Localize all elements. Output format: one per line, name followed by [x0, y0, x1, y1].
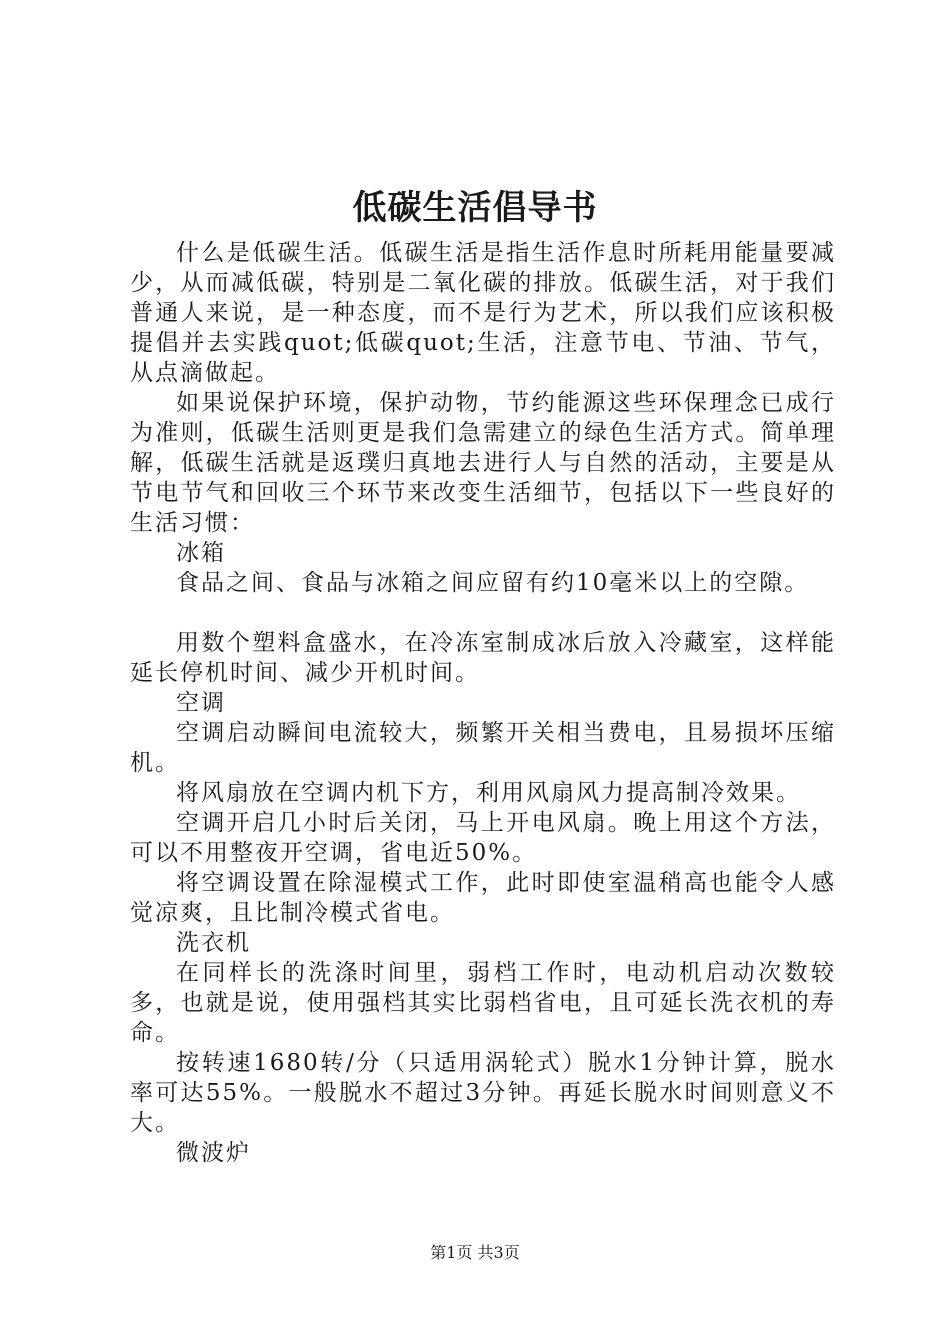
document-title: 低碳生活倡导书 — [352, 188, 598, 228]
paragraph: 按转速1680转/分（只适用涡轮式）脱水1分钟计算，脱水率可达55%。一般脱水不超过3分钟。再延长脱水时间则意义不大。 — [130, 1050, 836, 1136]
paragraph: 用数个塑料盒盛水，在冷冻室制成冰后放入冷藏室，这样能延长停机时间、减少开机时间。 — [130, 630, 836, 686]
page-footer: 第1页 共3页 — [430, 1243, 520, 1262]
paragraph: 空调启动瞬间电流较大，频繁开关相当费电，且易损坏压缩机。 — [130, 720, 836, 776]
paragraph: 什么是低碳生活。低碳生活是指生活作息时所耗用能量要减少，从而减低碳，特别是二氧化碳的排放。低碳生活，对于我们普通人来说，是一种态度，而不是行为艺术，所以我们应该积极提倡并去实践quot;低碳quot;生活，注意节电、节油、节气，从点滴做起。 — [130, 240, 836, 386]
paragraph: 在同样长的洗涤时间里，弱档工作时，电动机启动次数较多，也就是说，使用强档其实比弱档省电，且可延长洗衣机的寿命。 — [130, 960, 836, 1046]
paragraph: 将空调设置在除湿模式工作，此时即使室温稍高也能令人感觉凉爽，且比制冷模式省电。 — [130, 870, 836, 926]
section-heading-microwave: 微波炉 — [176, 1140, 251, 1166]
paragraph: 空调开启几小时后关闭，马上开电风扇。晚上用这个方法，可以不用整夜开空调，省电近50%。 — [130, 810, 836, 866]
section-heading-air-conditioner: 空调 — [176, 690, 226, 716]
document-body — [130, 238, 836, 1168]
section-heading-washing-machine: 洗衣机 — [176, 930, 251, 956]
paragraph: 食品之间、食品与冰箱之间应留有约10毫米以上的空隙。 — [176, 570, 810, 596]
blank-line — [130, 598, 836, 628]
paragraph: 将风扇放在空调内机下方，利用风扇风力提高制冷效果。 — [176, 780, 801, 806]
section-heading-fridge: 冰箱 — [176, 540, 226, 566]
paragraph: 如果说保护环境，保护动物，节约能源这些环保理念已成行为准则，低碳生活则更是我们急需建立的绿色生活方式。简单理解，低碳生活就是返璞归真地去进行人与自然的活动，主要是从节电节气和回收三个环节来改变生活细节，包括以下一些良好的生活习惯： — [130, 390, 836, 536]
